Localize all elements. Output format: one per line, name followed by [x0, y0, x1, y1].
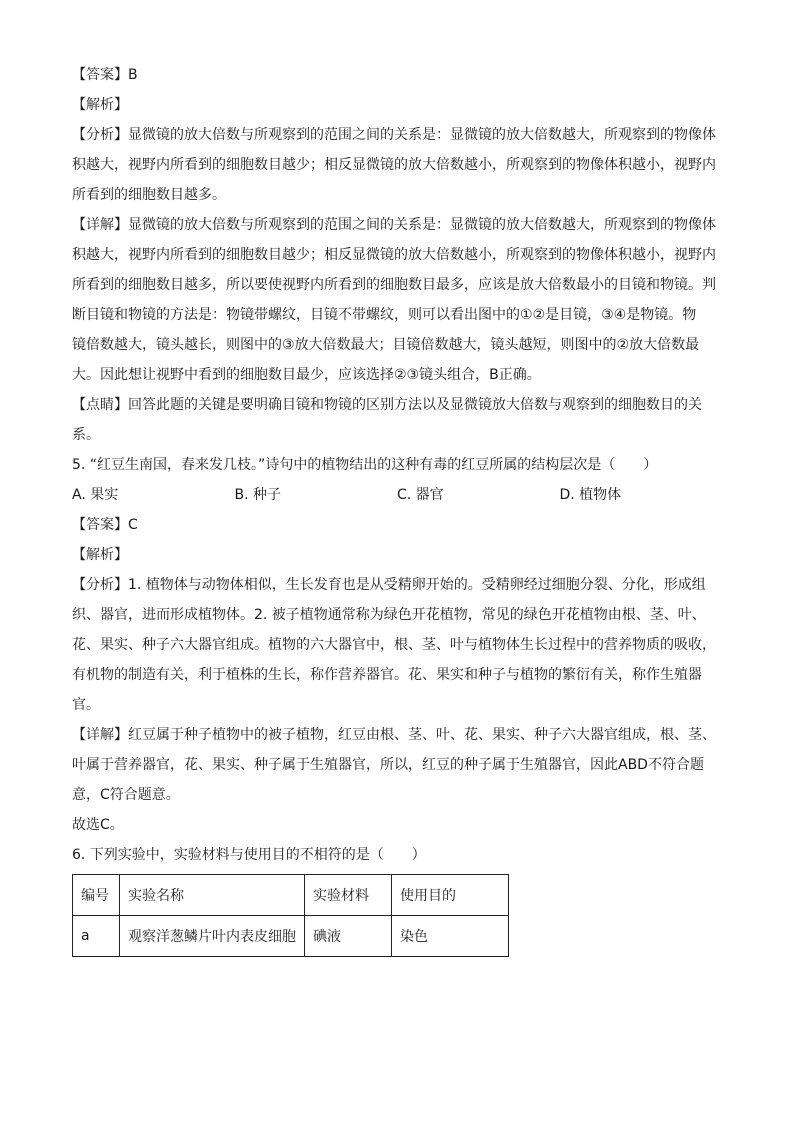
question-text: 5. “红豆生南国，春来发几枝。”诗句中的植物结出的这种有毒的红豆所属的结构层次是（ ） [72, 457, 658, 473]
table-cell: 碘液 [305, 916, 392, 957]
text-line: 【分析】显微镜的放大倍数与所观察到的范围之间的关系是：显微镜的放大倍数越大，所观察到的物像体 [72, 127, 716, 143]
text-line: 【答案】C [72, 517, 138, 533]
question-6 [72, 840, 722, 957]
text-line: 所看到的细胞数目越多，所以要使视野内所看到的细胞数目最多，应该是放大倍数最小的目镜和物镜。判 [72, 277, 716, 293]
text-line: 叶属于营养器官，花、果实、种子属于生殖器官，所以，红豆的种子属于生殖器官，因此ABD不符合题 [72, 757, 704, 773]
text-line: 大。因此想让视野中看到的细胞数目最少，应该选择②③镜头组合，B正确。 [72, 367, 541, 383]
text-line: 意，C符合题意。 [72, 787, 180, 803]
text-line: 积越大，视野内所看到的细胞数目越少；相反显微镜的放大倍数越小，所观察到的物像体积越小，视野内 [72, 157, 716, 173]
document-page [72, 60, 722, 957]
text-line: 故选C。 [72, 817, 124, 833]
text-line: 官。 [72, 697, 100, 713]
option-a: A. 果实 [72, 487, 119, 503]
option-d: D. 植物体 [559, 487, 622, 503]
answer-block-q5 [72, 510, 722, 840]
text-line: 【详解】显微镜的放大倍数与所观察到的范围之间的关系是：显微镜的放大倍数越大，所观察到的物像体 [72, 217, 716, 233]
table-cell: 染色 [392, 916, 509, 957]
text-line: 【详解】红豆属于种子植物中的被子植物，红豆由根、茎、叶、花、果实、种子六大器官组成，根、茎、 [72, 727, 716, 743]
text-line: 【点睛】回答此题的关键是要明确目镜和物镜的区别方法以及显微镜放大倍数与观察到的细胞数目的关 [72, 397, 702, 413]
text-line: 【解析】 [72, 97, 128, 113]
options-row [72, 480, 722, 510]
text-line: 【分析】1. 植物体与动物体相似，生长发育也是从受精卵开始的。受精卵经过细胞分裂、分化，形成组 [72, 577, 706, 593]
experiment-table [72, 874, 509, 957]
table-header-cell: 实验材料 [305, 875, 392, 916]
text-line: 断目镜和物镜的方法是：物镜带螺纹，目镜不带螺纹，则可以看出图中的①②是目镜，③④是物镜。物 [72, 307, 697, 323]
question-text: 6. 下列实验中，实验材料与使用目的不相符的是（ ） [72, 847, 426, 863]
option-b: B. 种子 [234, 487, 282, 503]
table-header-row [73, 875, 509, 916]
text-line: 【答案】B [72, 67, 138, 83]
text-line: 有机物的制造有关，利于植株的生长，称作营养器官。花、果实和种子与植物的繁衍有关，称作生殖器 [72, 667, 702, 683]
text-line: 镜倍数越大，镜头越长，则图中的③放大倍数最大；目镜倍数越大，镜头越短，则图中的②放大倍数最 [72, 337, 700, 353]
option-c: C. 器官 [397, 487, 444, 503]
text-line: 花、果实、种子六大器官组成。植物的六大器官中，根、茎、叶与植物体生长过程中的营养物质的吸收， [72, 637, 716, 653]
text-line: 所看到的细胞数目越多。 [72, 187, 226, 203]
table-row [73, 916, 509, 957]
table-cell: 观察洋葱鳞片叶内表皮细胞 [120, 916, 305, 957]
table-cell: a [73, 916, 120, 957]
answer-block-q4 [72, 60, 722, 450]
text-line: 织、器官，进而形成植物体。2. 被子植物通常称为绿色开花植物，常见的绿色开花植物由根、茎、叶、 [72, 607, 706, 623]
question-5 [72, 450, 722, 510]
text-line: 积越大，视野内所看到的细胞数目越少；相反显微镜的放大倍数越小，所观察到的物像体积越小，视野内 [72, 247, 716, 263]
text-line: 【解析】 [72, 547, 128, 563]
table-header-cell: 编号 [73, 875, 120, 916]
table-header-cell: 实验名称 [120, 875, 305, 916]
table-header-cell: 使用目的 [392, 875, 509, 916]
text-line: 系。 [72, 427, 100, 443]
